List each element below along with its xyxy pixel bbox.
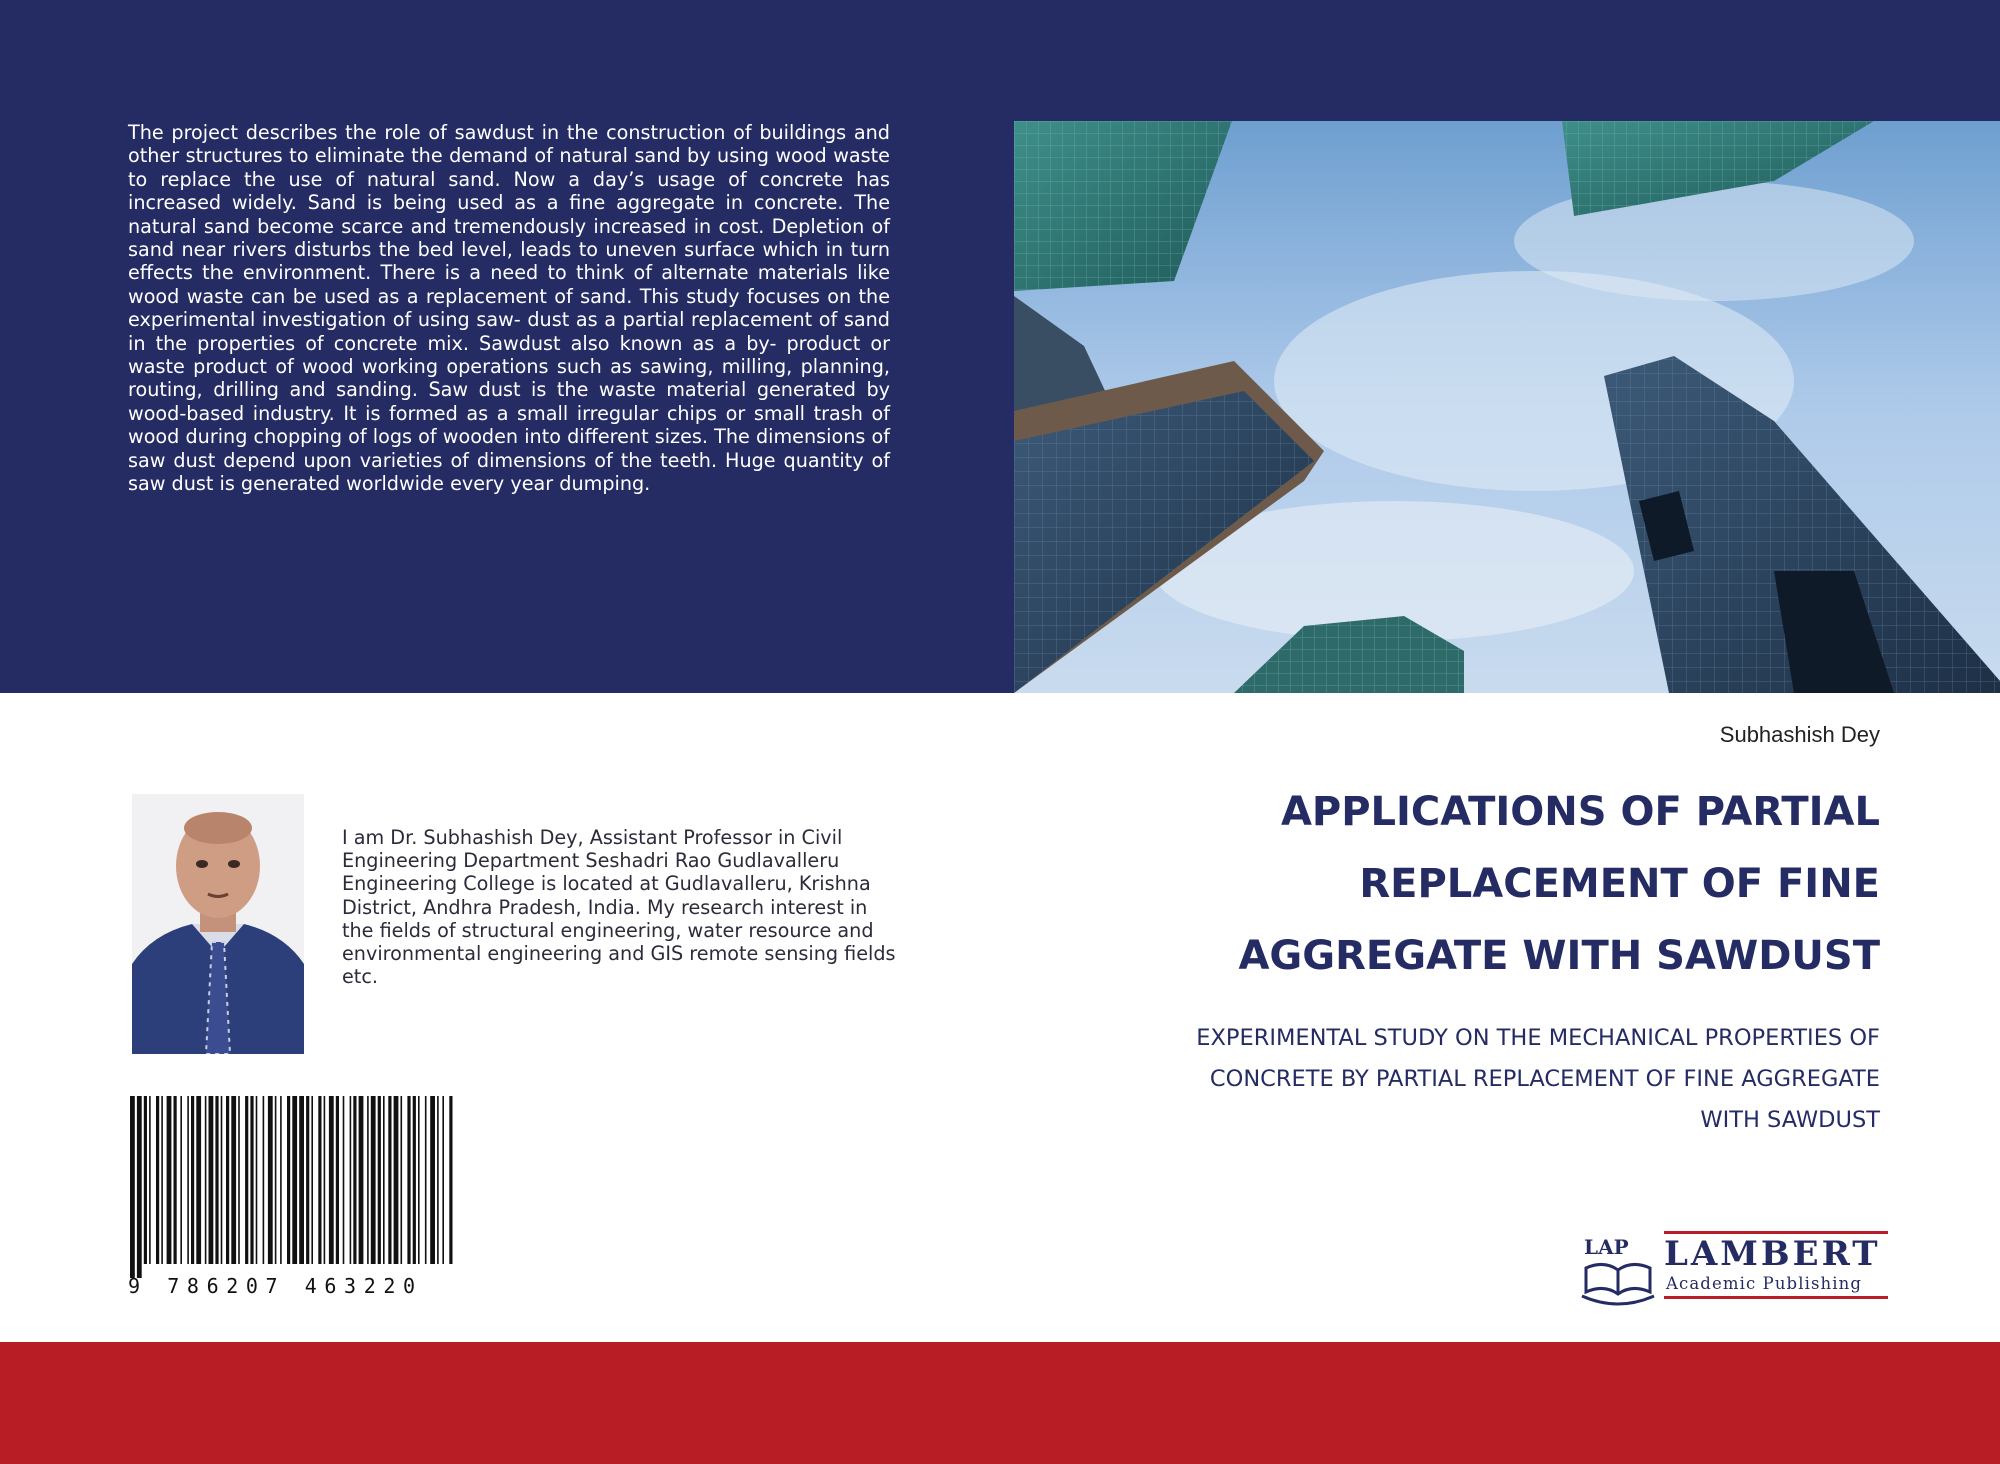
barcode-bar — [209, 1096, 214, 1264]
barcode-bar — [413, 1096, 416, 1264]
barcode-bar — [311, 1096, 313, 1264]
barcode-bar — [250, 1096, 253, 1264]
book-title: APPLICATIONS OF PARTIAL REPLACEMENT OF FINE AGGREGATE WITH SAWDUST — [1238, 789, 1880, 979]
barcode-bar — [167, 1096, 172, 1264]
barcode-bar — [418, 1096, 420, 1264]
barcode-bar — [437, 1096, 439, 1264]
barcode-bar — [318, 1096, 321, 1264]
barcode-bar — [329, 1096, 334, 1264]
barcode-bar — [196, 1096, 201, 1264]
barcode-bar — [367, 1096, 369, 1264]
barcode-bar — [287, 1096, 290, 1264]
barcode-bar — [430, 1096, 435, 1264]
barcode-bar — [343, 1096, 345, 1264]
barcode-bar — [378, 1096, 381, 1264]
book-subtitle: EXPERIMENTAL STUDY ON THE MECHANICAL PROPERTIES OF CONCRETE BY PARTIAL REPLACEMENT OF FINE AGGREGATE WITH SAWDUST — [1196, 1025, 1880, 1133]
barcode-bar — [137, 1096, 142, 1278]
barcode-bar — [371, 1096, 376, 1264]
barcode-bar — [263, 1096, 265, 1264]
barcode-bar — [221, 1096, 223, 1264]
barcode-bar — [256, 1096, 258, 1264]
barcode-bar — [336, 1096, 339, 1264]
barcode-bar — [180, 1096, 182, 1264]
barcode-bar — [299, 1096, 304, 1264]
barcode-bar — [324, 1096, 326, 1264]
back-cover-blurb: The project describes the role of sawdust in the construction of buildings and other structures to eliminate the demand of natural sand by using wood waste to replace the use of natural sand. Now a day’s usage of concrete has increased widely. Sand is being used as a fine aggregate in concrete. The natural sand become scarce and tremendously increased in cost. Depletion of sand near rivers disturbs the bed level, leads to uneven surface which in turn effects the environment. There is a need to think of alternate materials like wood waste can be used as a replacement of sand. This study focuses on the experimental investigation of using saw- dust as a partial replacement of sand in the properties of concrete mix. Sawdust also known as a by- product or waste product of wood working operations such as sawing, milling, planning, routing, drilling and sanding. Saw dust is the waste material generated by wood-based industry. It is formed as a small irregular chips or small trash of wood during chopping of logs of wooden into different sizes. The dimensions of saw dust depend upon varieties of dimensions of the teeth. Huge quantity of saw dust is generated worldwide every year dumping. — [128, 121, 890, 496]
barcode-bar — [425, 1096, 427, 1264]
publisher-name: LAMBERT — [1664, 1234, 1881, 1274]
publisher-subname: Academic Publishing — [1666, 1274, 1863, 1293]
barcode-bar — [231, 1096, 236, 1264]
publisher-rule-bottom — [1664, 1296, 1888, 1299]
barcode-bar — [442, 1096, 444, 1264]
barcode-bar — [449, 1096, 452, 1264]
barcode-bar — [353, 1096, 356, 1264]
barcode-bar — [359, 1096, 364, 1264]
barcode-bar — [144, 1096, 147, 1264]
author-name: Subhashish Dey — [1719, 722, 1880, 747]
barcode-bar — [205, 1096, 207, 1264]
barcode-bar — [280, 1096, 282, 1264]
barcode-bar — [156, 1096, 159, 1264]
barcode-bar — [149, 1096, 151, 1264]
lap-mark: LAP — [1584, 1235, 1629, 1259]
lap-book-icon — [1578, 1230, 1658, 1308]
barcode-bar — [174, 1096, 177, 1264]
author-portrait — [132, 794, 304, 1054]
barcode-bar — [401, 1096, 403, 1264]
author-bio: I am Dr. Subhashish Dey, Assistant Professor in Civil Engineering Department Seshadri Rao Gudlavalleru Engineering College is located at Gudlavalleru, Krishna District, Andhra Pradesh, India. My research interest in the fields of structural engineering, water resource and environmental engineering and GIS remote sensing fields etc. — [342, 826, 896, 989]
cover-photo-skyscrapers — [1014, 121, 2000, 693]
barcode-bar — [245, 1096, 248, 1264]
barcode-bar — [383, 1096, 385, 1264]
barcode-bar — [407, 1096, 410, 1264]
barcode-bar — [238, 1096, 240, 1264]
isbn-number: 9 786207 463220 — [128, 1274, 423, 1298]
barcode-bar — [306, 1096, 309, 1264]
publisher-logo — [1578, 1230, 1890, 1308]
barcode-bar — [350, 1096, 352, 1264]
barcode-bar — [388, 1096, 391, 1264]
barcode-bar — [187, 1096, 189, 1264]
isbn-barcode — [128, 1096, 458, 1302]
barcode-bar — [394, 1096, 399, 1264]
barcode-bar — [215, 1096, 218, 1264]
barcode-bar — [161, 1096, 163, 1264]
barcode-bar — [226, 1096, 229, 1264]
barcode-bar — [275, 1096, 277, 1264]
bottom-red-band — [0, 1342, 2000, 1464]
barcode-bar — [191, 1096, 194, 1264]
barcode-bar — [130, 1096, 135, 1278]
barcode-bar — [268, 1096, 273, 1264]
barcode-bar — [292, 1096, 297, 1264]
